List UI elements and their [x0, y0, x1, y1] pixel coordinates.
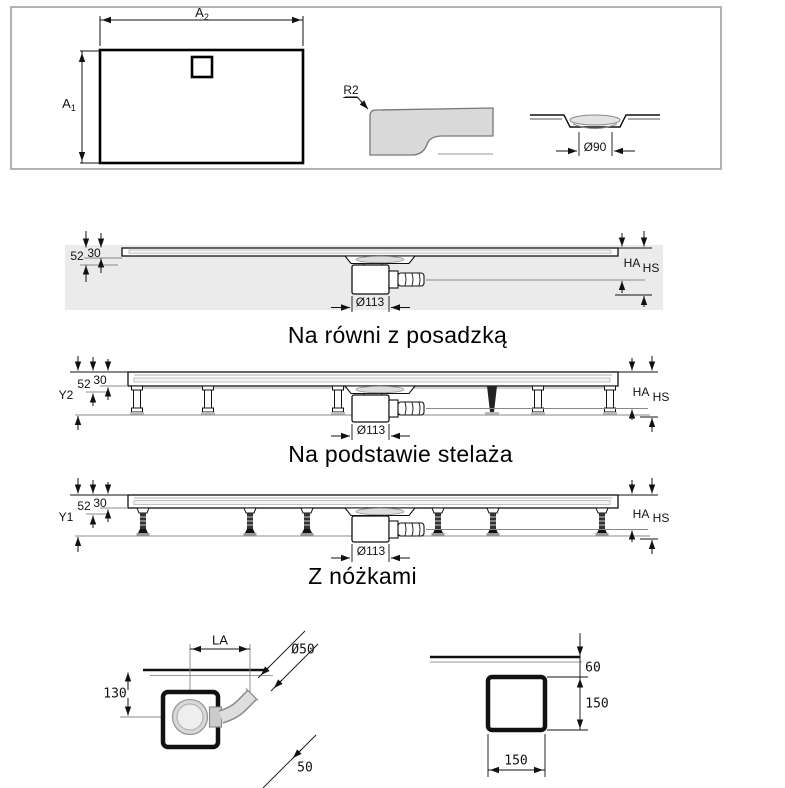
dim-ha: HA: [632, 507, 650, 521]
dim-total-height: 52: [77, 499, 91, 513]
variant-flush-caption: Na równi z posadzką: [287, 322, 508, 348]
variant-feet-caption: Z nóżkami: [308, 563, 417, 589]
dim-leg-width: 150: [504, 753, 528, 769]
variant-flush-section: [0, 225, 785, 335]
overview-drawing: [12, 5, 720, 168]
dim-hs: HS: [642, 261, 660, 275]
dim-ha: HA: [623, 256, 641, 270]
dim-hs: HS: [652, 390, 670, 404]
variant-frame-caption: Na podstawie stelaża: [288, 441, 513, 467]
dim-trap-diameter: Ø113: [356, 423, 386, 437]
dim-edge-gap: 60: [585, 660, 601, 676]
dim-tray-height: 30: [93, 373, 107, 387]
dim-tray-height: 30: [87, 246, 101, 260]
overview-panel: [10, 6, 722, 170]
dim-130: 130: [103, 686, 127, 702]
leg-detail-section: [420, 625, 640, 788]
drain-detail-section: [95, 618, 335, 788]
dim-tray-height: 30: [93, 496, 107, 510]
dim-total-height: 52: [70, 249, 84, 263]
dim-trap-diameter: Ø113: [356, 544, 386, 558]
dim-width-a2: $A_2$: [195, 5, 209, 22]
dim-la: LA: [212, 632, 228, 648]
dim-y1: Y1: [58, 510, 74, 524]
dim-radius-r2: R2: [343, 83, 359, 97]
dim-drain-diameter: Ø90: [583, 140, 607, 154]
dim-y2: Y2: [58, 388, 74, 402]
dim-total-height: 52: [77, 377, 91, 391]
dim-hs: HS: [652, 511, 670, 525]
dim-pipe-stub: 50: [297, 760, 313, 776]
dim-pipe-diameter: Ø50: [291, 642, 315, 658]
dim-trap-diameter: Ø113: [355, 295, 385, 309]
flush-installation-drawing: [0, 225, 785, 335]
dim-ha: HA: [632, 385, 650, 399]
dim-height-a1: $A_1$: [62, 96, 76, 113]
dim-leg-height: 150: [585, 696, 609, 712]
